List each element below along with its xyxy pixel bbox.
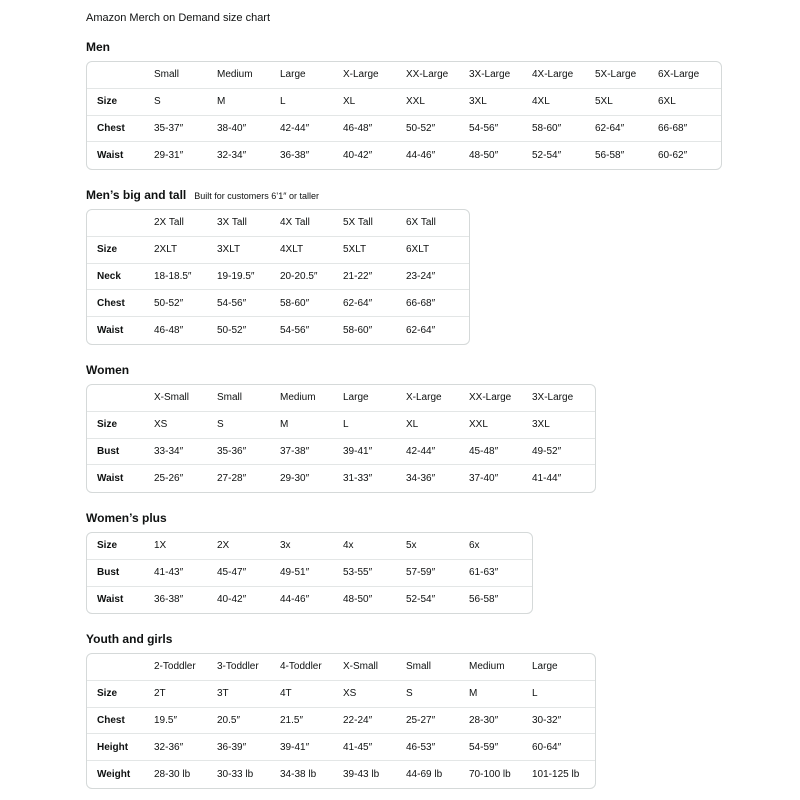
table-cell: 23-24″	[406, 270, 436, 282]
page-title: Amazon Merch on Demand size chart	[86, 12, 271, 24]
table-row	[87, 439, 595, 466]
table-cell: M	[469, 688, 478, 700]
table-cell: 4X Tall	[280, 217, 310, 229]
table-cell: 54-56″	[469, 122, 499, 134]
row-label: Height	[97, 741, 129, 753]
table-cell: 66-68″	[406, 297, 436, 309]
row-label: Neck	[97, 270, 121, 282]
row-label: Chest	[97, 122, 125, 134]
table-cell: Large	[280, 69, 306, 81]
table-cell: 50-52″	[154, 297, 184, 309]
table-row	[87, 317, 469, 344]
table-cell: 20-20.5″	[280, 270, 318, 282]
table-cell: 31-33″	[343, 473, 373, 485]
table-cell: 62-64″	[343, 297, 373, 309]
table-cell: 19-19.5″	[217, 270, 255, 282]
row-label: Waist	[97, 473, 124, 485]
table-cell: 2XLT	[154, 244, 178, 256]
table-cell: 60-64″	[532, 741, 562, 753]
table-cell: 3XL	[469, 96, 487, 108]
table-cell: 35-37″	[154, 122, 184, 134]
table-cell: 29-30″	[280, 473, 310, 485]
table-cell: 36-38″	[154, 594, 184, 606]
table-cell: 19.5″	[154, 714, 178, 726]
table-cell: 2T	[154, 688, 166, 700]
section-header	[86, 510, 533, 526]
table-row	[87, 142, 721, 169]
table-cell: 42-44″	[280, 122, 310, 134]
row-label: Weight	[97, 769, 131, 781]
table-cell: 49-51″	[280, 567, 310, 579]
table-row	[87, 587, 532, 614]
table-cell: 2X Tall	[154, 217, 184, 229]
table-cell: 1X	[154, 540, 167, 552]
row-label: Size	[97, 540, 118, 552]
table-cell: 4X-Large	[532, 69, 574, 81]
table-cell: 27-28″	[217, 473, 247, 485]
size-table	[86, 61, 722, 170]
table-cell: 56-58″	[595, 150, 625, 162]
table-cell: 58-60″	[280, 297, 310, 309]
table-cell: XX-Large	[406, 69, 449, 81]
table-cell: 60-62″	[658, 150, 688, 162]
table-cell: XS	[343, 688, 357, 700]
table-cell: 5X-Large	[595, 69, 637, 81]
table-cell: Large	[343, 392, 369, 404]
table-header-row	[87, 385, 595, 412]
table-cell: 44-46″	[280, 594, 310, 606]
table-cell: X-Small	[343, 661, 379, 673]
table-cell: 3-Toddler	[217, 661, 259, 673]
section-youth-and-girls	[86, 631, 596, 789]
table-cell: 39-43 lb	[343, 769, 380, 781]
table-cell: M	[280, 419, 289, 431]
table-cell: 36-38″	[280, 150, 310, 162]
table-cell: 54-56″	[217, 297, 247, 309]
table-cell: XS	[154, 419, 168, 431]
table-cell: 18-18.5″	[154, 270, 192, 282]
table-cell: 3X-Large	[532, 392, 574, 404]
section-men	[86, 39, 722, 170]
table-cell: M	[217, 96, 226, 108]
table-cell: 39-41″	[343, 445, 373, 457]
table-cell: 45-48″	[469, 445, 499, 457]
table-cell: 42-44″	[406, 445, 436, 457]
section-mens-big-and-tall	[86, 187, 470, 345]
table-cell: 34-38 lb	[280, 769, 317, 781]
table-cell: 28-30 lb	[154, 769, 191, 781]
table-cell: 37-38″	[280, 445, 310, 457]
table-cell: 3XL	[532, 419, 550, 431]
table-cell: 4T	[280, 688, 292, 700]
table-cell: 50-52″	[217, 325, 247, 337]
table-cell: 39-41″	[280, 741, 310, 753]
table-cell: 58-60″	[532, 122, 562, 134]
table-cell: 44-69 lb	[406, 769, 443, 781]
table-cell: 45-47″	[217, 567, 247, 579]
table-cell: S	[217, 419, 224, 431]
table-cell: 5x	[406, 540, 417, 552]
table-cell: 44-46″	[406, 150, 436, 162]
table-cell: 6XLT	[406, 244, 430, 256]
table-row	[87, 237, 469, 264]
table-cell: Large	[532, 661, 558, 673]
table-cell: 25-26″	[154, 473, 184, 485]
table-cell: 66-68″	[658, 122, 688, 134]
table-row	[87, 89, 721, 116]
row-label: Waist	[97, 325, 124, 337]
section-title: Women’s plus	[86, 511, 167, 525]
table-cell: 41-43″	[154, 567, 184, 579]
section-women	[86, 362, 596, 493]
table-cell: 22-24″	[343, 714, 373, 726]
row-label: Chest	[97, 714, 125, 726]
table-cell: 34-36″	[406, 473, 436, 485]
table-cell: 4x	[343, 540, 354, 552]
table-row	[87, 290, 469, 317]
table-cell: 53-55″	[343, 567, 373, 579]
table-cell: 57-59″	[406, 567, 436, 579]
table-row	[87, 116, 721, 143]
table-cell: 61-63″	[469, 567, 499, 579]
table-cell: S	[154, 96, 161, 108]
table-cell: 6XL	[658, 96, 676, 108]
table-cell: L	[280, 96, 286, 108]
table-cell: 3X-Large	[469, 69, 511, 81]
section-title: Youth and girls	[86, 632, 173, 646]
size-table	[86, 532, 533, 614]
table-cell: 28-30″	[469, 714, 499, 726]
section-note: Built for customers 6’1″ or taller	[194, 191, 319, 201]
table-cell: 62-64″	[595, 122, 625, 134]
table-header-row	[87, 654, 595, 681]
table-cell: 41-44″	[532, 473, 562, 485]
table-cell: 58-60″	[343, 325, 373, 337]
table-cell: 6x	[469, 540, 480, 552]
table-cell: 101-125 lb	[532, 769, 580, 781]
table-cell: 40-42″	[217, 594, 247, 606]
table-cell: 50-52″	[406, 122, 436, 134]
table-cell: 70-100 lb	[469, 769, 511, 781]
table-cell: 48-50″	[343, 594, 373, 606]
table-cell: 4XLT	[280, 244, 304, 256]
table-cell: L	[343, 419, 349, 431]
table-cell: 35-36″	[217, 445, 247, 457]
table-cell: 36-39″	[217, 741, 247, 753]
table-cell: 30-32″	[532, 714, 562, 726]
row-label: Size	[97, 96, 118, 108]
table-cell: 38-40″	[217, 122, 247, 134]
row-label: Waist	[97, 150, 124, 162]
table-cell: 3T	[217, 688, 229, 700]
table-row	[87, 734, 595, 761]
section-title: Men’s big and tall	[86, 188, 187, 202]
size-table	[86, 653, 596, 789]
table-cell: X-Small	[154, 392, 190, 404]
table-header-row	[87, 62, 721, 89]
table-cell: 52-54″	[532, 150, 562, 162]
table-cell: 21-22″	[343, 270, 373, 282]
table-cell: 54-59″	[469, 741, 499, 753]
table-cell: 37-40″	[469, 473, 499, 485]
row-label: Size	[97, 688, 118, 700]
row-label: Bust	[97, 567, 120, 579]
table-row	[87, 681, 595, 708]
table-row	[87, 533, 532, 560]
table-cell: 20.5″	[217, 714, 241, 726]
table-row	[87, 412, 595, 439]
table-cell: 32-36″	[154, 741, 184, 753]
row-label: Size	[97, 244, 118, 256]
table-cell: Medium	[469, 661, 505, 673]
table-cell: 3X Tall	[217, 217, 247, 229]
row-label: Size	[97, 419, 118, 431]
table-cell: Small	[406, 661, 432, 673]
table-cell: Small	[154, 69, 180, 81]
table-cell: 5XLT	[343, 244, 367, 256]
table-cell: 46-48″	[154, 325, 184, 337]
table-cell: 21.5″	[280, 714, 304, 726]
size-table	[86, 384, 596, 493]
table-cell: 52-54″	[406, 594, 436, 606]
table-cell: X-Large	[343, 69, 379, 81]
table-cell: 48-50″	[469, 150, 499, 162]
table-cell: Small	[217, 392, 243, 404]
table-cell: 2X	[217, 540, 230, 552]
table-row	[87, 708, 595, 735]
table-cell: 2-Toddler	[154, 661, 196, 673]
section-title: Men	[86, 40, 110, 54]
table-cell: 32-34″	[217, 150, 247, 162]
table-cell: 49-52″	[532, 445, 562, 457]
table-row	[87, 761, 595, 788]
table-row	[87, 465, 595, 492]
table-cell: 41-45″	[343, 741, 373, 753]
table-cell: X-Large	[406, 392, 442, 404]
row-label: Waist	[97, 594, 124, 606]
table-cell: XXL	[469, 419, 488, 431]
table-cell: 46-53″	[406, 741, 436, 753]
row-label: Chest	[97, 297, 125, 309]
section-title: Women	[86, 363, 130, 377]
table-cell: Medium	[280, 392, 316, 404]
table-cell: XXL	[406, 96, 425, 108]
section-womens-plus	[86, 510, 533, 614]
table-cell: 5XL	[595, 96, 613, 108]
section-header	[86, 187, 470, 203]
table-cell: 6X Tall	[406, 217, 436, 229]
table-cell: 54-56″	[280, 325, 310, 337]
table-cell: 4-Toddler	[280, 661, 322, 673]
table-cell: 56-58″	[469, 594, 499, 606]
table-cell: 40-42″	[343, 150, 373, 162]
table-cell: 33-34″	[154, 445, 184, 457]
size-table	[86, 209, 470, 345]
table-cell: 3XLT	[217, 244, 241, 256]
table-cell: 5X Tall	[343, 217, 373, 229]
section-header	[86, 362, 596, 378]
table-cell: 6X-Large	[658, 69, 700, 81]
table-cell: L	[532, 688, 538, 700]
table-cell: 25-27″	[406, 714, 436, 726]
table-cell: Medium	[217, 69, 253, 81]
table-row	[87, 264, 469, 291]
section-header	[86, 631, 596, 647]
table-cell: S	[406, 688, 413, 700]
table-cell: 62-64″	[406, 325, 436, 337]
table-row	[87, 560, 532, 587]
table-cell: XL	[406, 419, 419, 431]
table-cell: 29-31″	[154, 150, 184, 162]
table-cell: 4XL	[532, 96, 550, 108]
table-cell: 3x	[280, 540, 291, 552]
table-cell: XL	[343, 96, 356, 108]
table-cell: 30-33 lb	[217, 769, 254, 781]
table-header-row	[87, 210, 469, 237]
row-label: Bust	[97, 445, 120, 457]
table-cell: 46-48″	[343, 122, 373, 134]
table-cell: XX-Large	[469, 392, 512, 404]
section-header	[86, 39, 722, 55]
